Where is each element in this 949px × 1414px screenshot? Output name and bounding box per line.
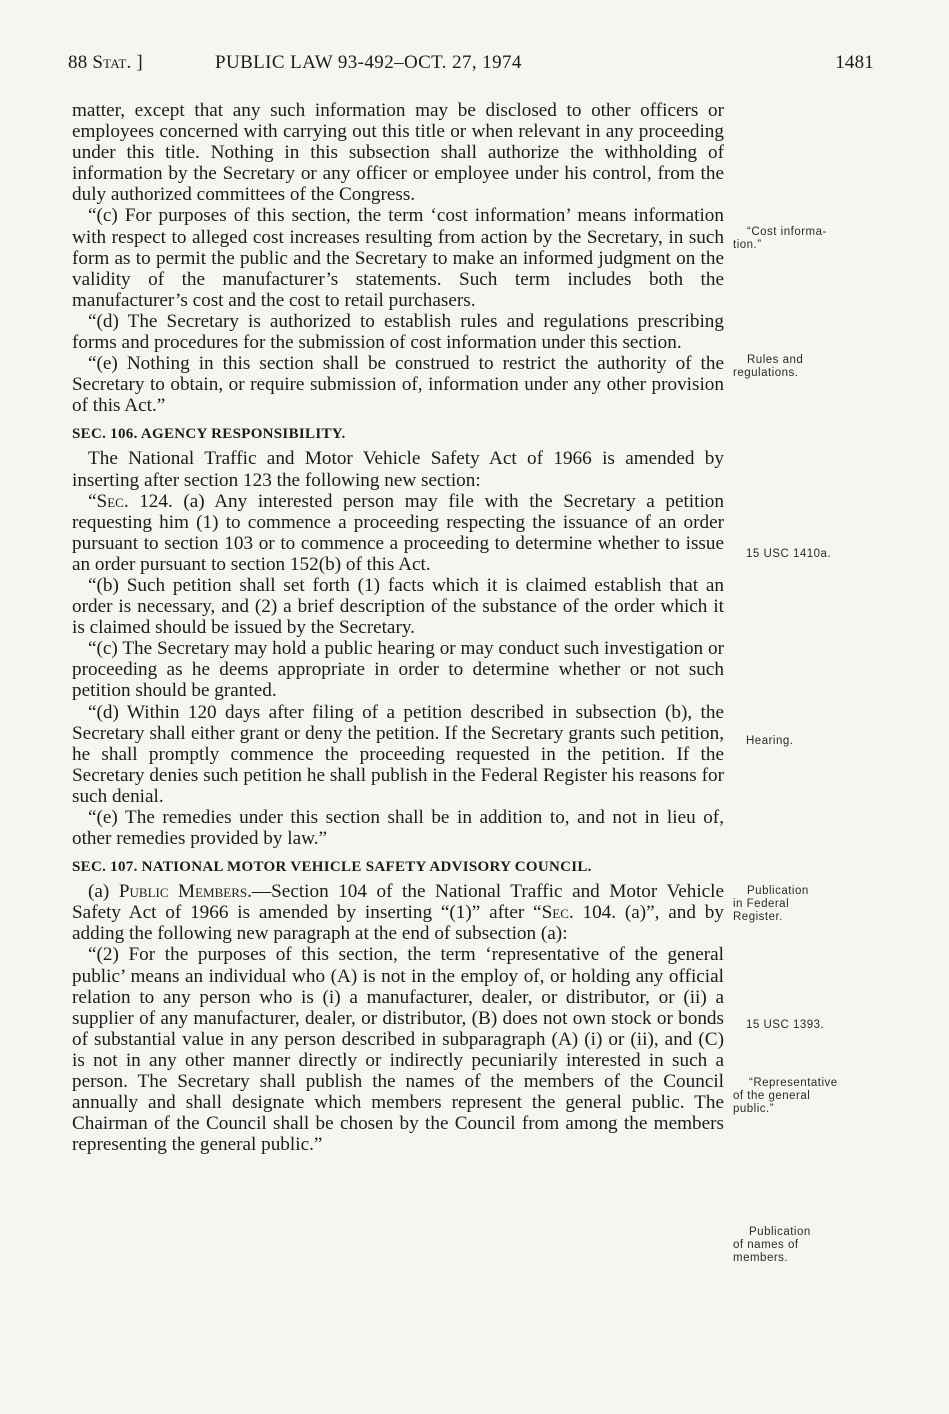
paragraph-continuation: matter, except that any such information may be disclosed to other officers or employees concerned with carrying out this title or when relevant in any proceeding under this title. Nothing in this subsection shall authorize the withholding of information by the Secretary or any officer or employee under his control, from the duly authorized committees of the Congress. — [72, 100, 724, 206]
note-line: Publication — [749, 1226, 811, 1238]
section-106-intro: The National Traffic and Motor Vehicle Safety Act of 1966 is amended by inserting after section 123 the following new section: — [72, 448, 724, 491]
margin-note-cost-information — [733, 226, 883, 252]
note-line: tion.” — [733, 239, 762, 251]
quote-mark: “ — [88, 490, 97, 512]
subsection-label: (a) — [88, 881, 119, 903]
section-106-heading: SEC. 106. AGENCY RESPONSIBILITY. — [72, 426, 346, 443]
section-124-c: “(c) The Secretary may hold a public hearing or may conduct such investigation or proceeding as he deems appropriate in order to determine whether or not such petition should be granted. — [72, 638, 724, 702]
note-line: “Representative — [749, 1077, 838, 1089]
note-line: Hearing. — [746, 735, 794, 747]
note-line: regulations. — [733, 367, 799, 379]
stat-volume: 88 — [68, 52, 88, 73]
section-124-a-text: 124. (a) Any interested person may file with the Secretary a petition requesting him (1) to commence a proceeding respecting the issuance of an order pursuant to section 103 or to commence a proceeding to determine whether to issue an order pursuant to section 152(b) of this Act. — [72, 490, 724, 575]
note-line: in Federal — [733, 898, 790, 910]
section-124-d: “(d) Within 120 days after filing of a petition described in subsection (b), the Secretary shall either grant or deny the petition. If the Secretary grants such petition, he shall promptly commence the proceeding requested in the petition. If the Secretary denies such petition he shall publish in the Federal Register his reasons for such denial. — [72, 701, 724, 807]
note-line: Publication — [747, 885, 809, 897]
note-line: of names of — [733, 1239, 799, 1251]
note-line: 15 USC 1410a. — [746, 548, 832, 560]
running-header — [68, 52, 874, 78]
note-line: public.” — [733, 1103, 775, 1115]
stat-label: Stat. — [92, 52, 132, 73]
paragraph-e-authority: “(e) Nothing in this section shall be construed to restrict the authority of the Secretary to obtain, or require submission of, information under any other provision of this Act.” — [72, 353, 724, 417]
note-line: Rules and — [747, 354, 804, 366]
paragraph-c-cost-information: “(c) For purposes of this section, the term ‘cost information’ means information with respect to alleged cost increases resulting from action by the Secretary, in such form as to permit the public and the Secretary to make an informed judgment on the validity of the manufacturer’s statements. Such term includes both the manufacturer’s cost and the cost to retail purchasers. — [72, 205, 724, 311]
page-number: 1481 — [835, 52, 874, 73]
section-107-paragraph-2: “(2) For the purposes of this section, the term ‘representative of the general public’ means an individual who (A) is not in the employ of, or holding any official relation to any person who is (i) a manufacturer, dealer, or distributor, or (ii) a supplier of any manufacturer, dealer, or distributor, (B) does not own stock or bonds of substantial value in any person described in subparagraph (A) (i) or (ii), and (C) is not in any other manner directly or indirectly pecuniarily interested in such a person. The Secretary shall publish the names of the members of the Council annually and shall designate which members represent the general public. The Chairman of the Council shall be chosen by the Council from among the members representing the general public.” — [72, 944, 724, 1156]
law-title: PUBLIC LAW 93-492–OCT. 27, 1974 — [215, 52, 522, 73]
section-124-b: “(b) Such petition shall set forth (1) facts which it is claimed establish that an order is necessary, and (2) a brief description of the substance of the order which it is claimed should be issued by the Secretary. — [72, 574, 724, 639]
note-line: of the general — [733, 1090, 811, 1102]
section-124-a — [72, 491, 724, 575]
section-107-a-text: —Section 104 of the National Traffic and Motor Vehicle Safety Act of 1966 is amended by inserting “(1)” after “ — [72, 881, 725, 924]
section-107-a-text-end: 104. (a)”, and by adding the following new paragraph at the end of subsection (a): — [72, 902, 724, 945]
margin-note-publication-names-of-members — [733, 1226, 883, 1265]
note-line: Register. — [733, 911, 783, 923]
note-line: 15 USC 1393. — [746, 1019, 825, 1031]
subsection-caption: Public Members. — [118, 881, 252, 903]
section-107-a — [72, 881, 724, 944]
main-text-column — [72, 100, 724, 1155]
margin-note-publication-federal-register — [733, 885, 883, 924]
margin-note-representative-general-public — [733, 1077, 883, 1116]
sec-label: Sec. — [541, 902, 574, 924]
stat-citation — [68, 52, 143, 74]
note-line: members. — [733, 1252, 789, 1264]
stat-bracket: ] — [136, 52, 143, 73]
section-124-e: “(e) The remedies under this section shall be in addition to, and not in lieu of, other remedies provided by law.” — [72, 807, 724, 850]
paragraph-d-rules: “(d) The Secretary is authorized to establish rules and regulations prescribing forms and procedures for the submission of cost information under this section. — [72, 310, 724, 354]
margin-note-15-usc-1393 — [746, 1019, 896, 1032]
sec-label: Sec. — [96, 490, 129, 512]
margin-note-rules-and-regulations — [733, 354, 883, 380]
note-line: “Cost informa- — [747, 226, 827, 238]
margin-note-15-usc-1410a — [746, 548, 896, 561]
section-107-heading: SEC. 107. NATIONAL MOTOR VEHICLE SAFETY ADVISORY COUNCIL. — [72, 859, 592, 876]
margin-note-hearing — [746, 735, 896, 748]
